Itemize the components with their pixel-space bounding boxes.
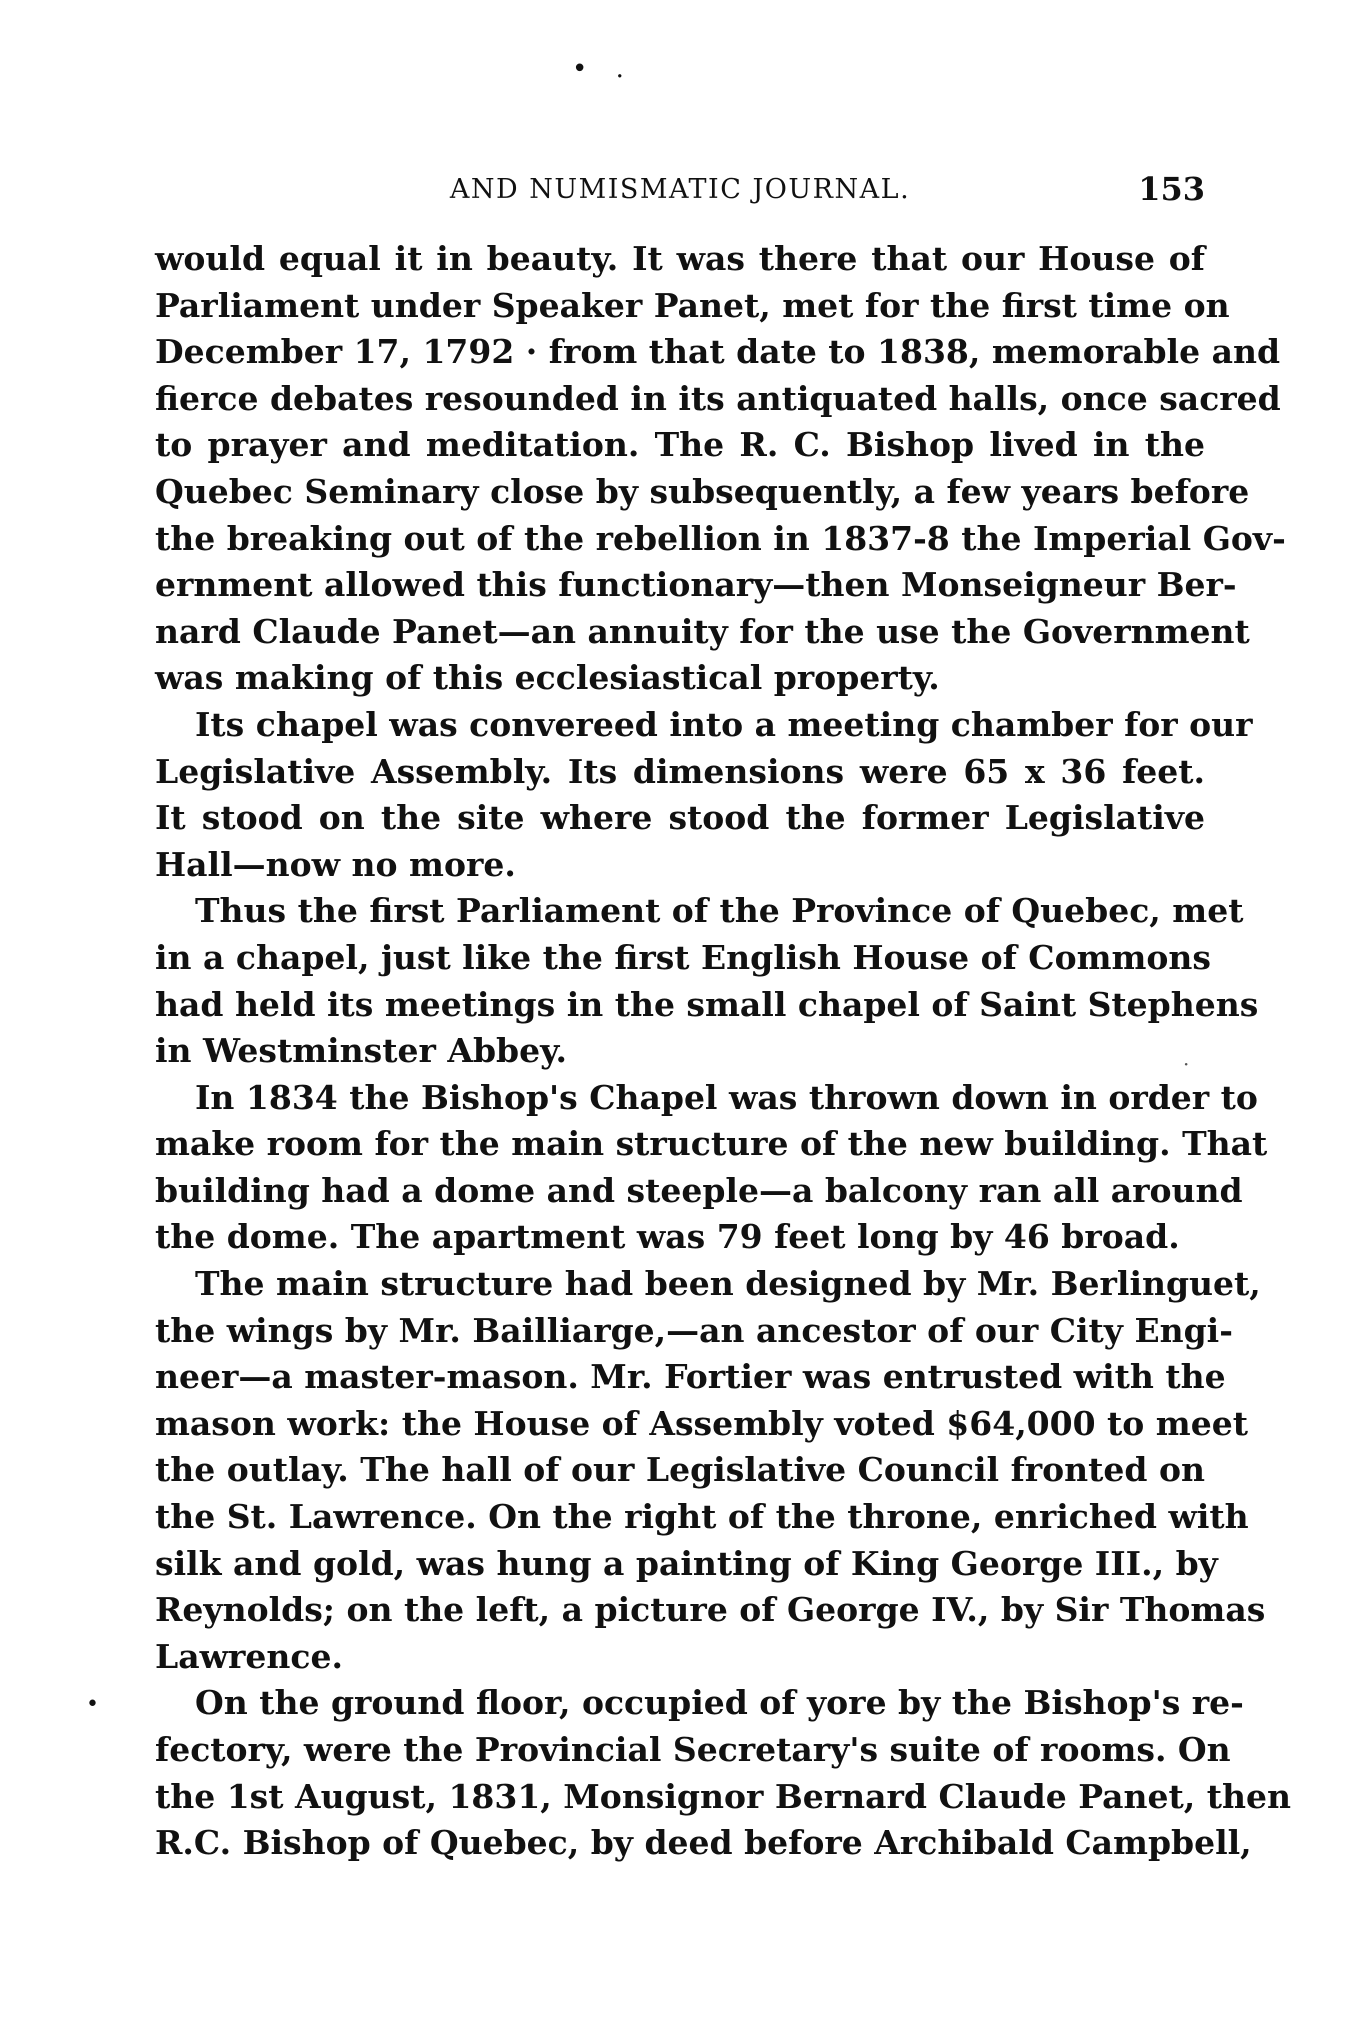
text-line: The main structure had been designed by Mr. Berlinguet,: [195, 1264, 1261, 1304]
margin-dot-mark: •: [86, 1692, 99, 1717]
text-line: the dome. The apartment was 79 feet long by 46 broad.: [155, 1217, 1180, 1257]
paragraph-1: [155, 236, 1286, 702]
paragraph-4: [155, 1075, 1268, 1261]
text-line: neer—a master-mason. Mr. Fortier was entrusted with the: [155, 1357, 1226, 1397]
text-line: Parliament under Speaker Panet, met for the first time on: [155, 285, 1230, 325]
paragraph-3: [155, 888, 1259, 1074]
running-head: AND NUMISMATIC JOURNAL.: [449, 174, 911, 205]
paragraph-2: [155, 702, 1253, 888]
text-line: December 17, 1792 · from that date to 1838, memorable and: [155, 332, 1281, 372]
text-line: had held its meetings in the small chapel of Saint Stephens: [155, 984, 1259, 1024]
text-line: Thus the first Parliament of the Province of Quebec, met: [195, 891, 1244, 931]
text-line: Hall—now no more.: [155, 844, 516, 884]
text-line: Its chapel was convereed into a meeting chamber for our: [195, 704, 1253, 744]
text-line: fectory, were the Provincial Secretary's suite of rooms. On: [155, 1730, 1231, 1769]
text-line: ernment allowed this functionary—then Monseigneur Ber-: [155, 565, 1237, 605]
text-line: was making of this ecclesiastical property.: [155, 658, 940, 698]
text-line: the outlay. The hall of our Legislative Council fronted on: [155, 1450, 1205, 1490]
text-line: fierce debates resounded in its antiquated halls, once sacred: [155, 378, 1281, 418]
margin-tick-mark: ·: [1183, 1052, 1190, 1076]
text-line: the breaking out of the rebellion in 1837-8 the Imperial Gov-: [155, 518, 1286, 558]
text-line: make room for the main structure of the new building. That: [155, 1124, 1268, 1164]
text-line: in Westminster Abbey.: [155, 1031, 567, 1071]
text-line: Quebec Seminary close by subsequently, a few years before: [155, 471, 1250, 511]
text-line: nard Claude Panet—an annuity for the use the Government: [155, 611, 1250, 651]
text-line: the 1st August, 1831, Monsignor Bernard Claude Panet, then: [155, 1776, 1291, 1816]
top-printer-mark: • .: [572, 54, 634, 84]
page-header: [155, 166, 1205, 214]
text-line: mason work: the House of Assembly voted $64,000 to meet: [155, 1403, 1248, 1443]
text-line: the wings by Mr. Bailliarge,—an ancestor of our City Engi-: [155, 1310, 1233, 1350]
text-line: On the ground floor, occupied of yore by the Bishop's re-: [195, 1683, 1244, 1723]
text-line: to prayer and meditation. The R. C. Bishop lived in the: [155, 425, 1205, 465]
text-line: Legislative Assembly. Its dimensions were 65 x 36 feet.: [155, 751, 1205, 791]
page-number: 153: [1138, 170, 1205, 208]
text-line: Reynolds; on the left, a picture of George IV., by Sir Thomas: [155, 1590, 1266, 1630]
text-line: would equal it in beauty. It was there that our House of: [155, 239, 1205, 278]
text-line: silk and gold, was hung a painting of King George III., by: [155, 1543, 1218, 1583]
text-line: the St. Lawrence. On the right of the throne, enriched with: [155, 1497, 1249, 1537]
text-line: It stood on the site where stood the former Legislative: [155, 798, 1205, 838]
text-line: in a chapel, just like the first English House of Commons: [155, 937, 1211, 977]
text-line: In 1834 the Bishop's Chapel was thrown down in order to: [195, 1077, 1258, 1117]
paragraph-5: [155, 1261, 1266, 1680]
text-line: R.C. Bishop of Quebec, by deed before Archibald Campbell,: [155, 1823, 1252, 1863]
paragraph-6: [155, 1680, 1291, 1866]
text-line: building had a dome and steeple—a balcony ran all around: [155, 1170, 1243, 1210]
body-text: [155, 236, 1291, 1867]
text-line: Lawrence.: [155, 1636, 343, 1676]
